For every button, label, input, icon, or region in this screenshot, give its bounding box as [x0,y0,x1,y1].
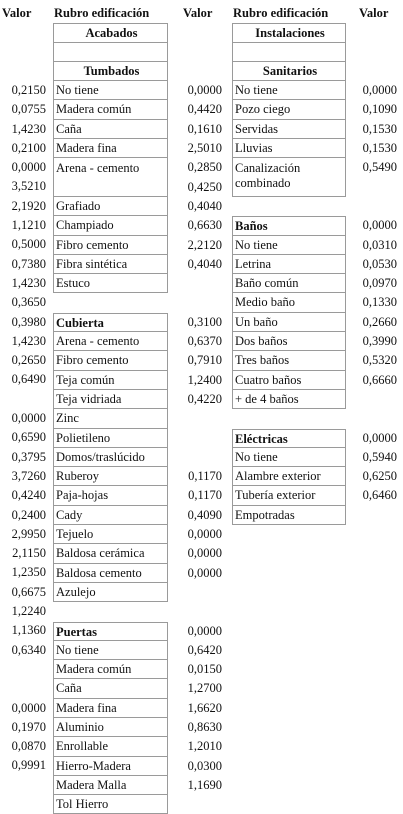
table-row: Cady [53,506,168,525]
left-value: 0,0000 [11,700,46,715]
blank-row-value [350,43,397,62]
table-row: Ruberoy [53,467,168,486]
table-row: Tejuelo [53,525,168,544]
table-row-value: 0,4040 [187,198,222,213]
left-value: 0,2400 [11,507,46,522]
subsection-title-sanitarios: Sanitarios [232,62,346,81]
table-row-value: 0,0000 [187,623,222,638]
subsection-title-banos-value [350,197,397,216]
header-spacer [176,4,222,23]
table-row-value: 0,0150 [187,662,222,677]
table-row: No tiene [53,81,168,100]
table-row-value: 0,0000 [187,527,222,542]
left-value: 0,6675 [11,584,46,599]
table-row: No tiene [53,641,168,660]
table-row: Baño común [232,274,346,293]
left-value: 1,1360 [11,623,46,638]
header-valor-left: Valor [2,6,32,20]
table-row-value: 0,1530 [362,141,397,156]
table-row: Estuco [53,274,168,293]
table-row: Teja común [53,371,168,390]
subsection-title-tumbados-value [176,62,222,81]
table-row-value: 0,4220 [187,391,222,406]
table-row-value: 0,4420 [187,102,222,117]
left-value: 1,2350 [11,565,46,580]
section-title-instalaciones-value [350,23,397,42]
table-row: Alambre exterior [232,467,346,486]
table-row: Arena - cemento [53,158,168,197]
spacer [53,293,168,312]
left-value: 1,1210 [11,218,46,233]
spacer [176,274,222,293]
header-spacer [53,4,168,23]
table-row-value: 0,0000 [187,83,222,98]
table-row-value: 0,4250 [187,179,222,194]
left-category-table [53,4,168,814]
right-category-table [232,4,346,525]
left-value: 1,4230 [11,121,46,136]
spacer [53,602,168,621]
table-row: Baldosa cemento [53,564,168,583]
table-row-value: 0,0000 [187,546,222,561]
table-row: Fibra sintética [53,255,168,274]
left-value: 0,6490 [11,372,46,387]
left-value: 0,2650 [11,353,46,368]
left-value [2,660,46,679]
subsection-title-banos: Baños [232,216,346,235]
section-title-acabados-value [176,23,222,42]
table-row-value: 0,6370 [187,334,222,349]
left-value: 0,3980 [11,314,46,329]
table-row-value: 0,0000 [362,218,397,233]
header-rubro-left: Rubro edificación [54,6,150,20]
table-row: Baldosa cerámica [53,544,168,563]
header-spacer [350,4,397,23]
subsection-title-tumbados: Tumbados [53,62,168,81]
table-row-value: 0,1090 [362,102,397,117]
table-row-value: 0,0000 [362,83,397,98]
table-row: Madera común [53,660,168,679]
table-row-value: 0,1330 [362,295,397,310]
table-row-value: 0,1170 [188,469,222,484]
table-row: Teja vidriada [53,390,168,409]
left-value: 0,1970 [11,719,46,734]
table-row-value: 0,4090 [187,507,222,522]
table-row: Aluminio [53,718,168,737]
spacer [350,390,397,409]
table-row: Servidas [232,120,346,139]
table-row-value: 1,6620 [187,700,222,715]
header-valor-right: Valor [359,6,389,20]
table-row-value: 0,3990 [362,334,397,349]
table-row-value: 1,2010 [187,739,222,754]
table-row: Tol Hierro [53,795,168,814]
left-value: 0,0000 [11,160,46,175]
blank-row-value [176,43,222,62]
table-row: Caña [53,120,168,139]
table-row: Canalización combinado [232,158,346,197]
table-row: Madera común [53,100,168,119]
left-value: 0,0000 [11,411,46,426]
left-value: 2,1150 [12,546,46,561]
left-value: 0,6340 [11,642,46,657]
table-row: Azulejo [53,583,168,602]
table-row: No tiene [232,81,346,100]
table-row: Zinc [53,409,168,428]
header-rubro-right: Rubro edificación [233,6,329,20]
table-row: Letrina [232,255,346,274]
left-value: 0,2150 [11,83,46,97]
table-row-value: 0,6250 [362,469,397,484]
table-row: Grafiado [53,197,168,216]
table-row: Tubería exterior [232,486,346,505]
table-row: Empotradas [232,506,346,525]
table-row-value: 0,5940 [362,449,397,464]
table-row: Arena - cemento [53,332,168,351]
table-row-value: 0,0530 [362,256,397,271]
table-row-value: 0,6420 [187,642,222,657]
left-value [2,390,46,409]
left-value: 0,2100 [11,140,46,155]
left-value: 0,0755 [11,102,46,117]
header-valor-mid: Valor [183,6,213,20]
left-value: 1,4230 [11,333,46,348]
table-row-value: 0,1610 [187,121,222,136]
table-row: Lluvias [232,139,346,158]
table-row-value: 0,6460 [362,488,397,503]
subsection-title-electricas-value [350,409,397,428]
table-row-value: 1,2700 [187,681,222,696]
table-row: Pozo ciego [232,100,346,119]
table-row: Dos baños [232,332,346,351]
section-title-acabados: Acabados [53,23,168,42]
subsection-title-sanitarios-value [350,62,397,81]
left-value: 0,6590 [11,430,46,445]
subsection-title-cubierta-value [176,293,222,312]
left-value: 0,3650 [11,295,46,310]
table-row: Paja-hojas [53,486,168,505]
table-row: Fibro cemento [53,351,168,370]
table-row-value: 0,6660 [362,372,397,387]
table-row-value: 0,5320 [362,353,397,368]
spacer [176,583,222,602]
table-row: Madera fina [53,139,168,158]
table-row: Madera fina [53,699,168,718]
table-row-value: 0,3100 [187,314,222,329]
left-value: 0,4240 [11,488,46,503]
table-row-value: 1,1690 [187,777,222,792]
table-row-value: 0,2660 [362,314,397,329]
table-row: Tres baños [232,351,346,370]
left-value: 0,0870 [11,739,46,754]
table-row-value: 0,6630 [187,218,222,233]
table-row: Fibro cemento [53,236,168,255]
spacer [232,409,346,428]
header-spacer [232,4,346,23]
left-value: 3,7260 [11,468,46,483]
subsection-title-puertas-value [176,602,222,621]
left-value: 2,9950 [11,526,46,541]
table-row-value: 2,5010 [187,141,222,156]
table-row: Enrollable [53,737,168,756]
table-row-value: 0,0300 [187,758,222,773]
left-value: 2,1920 [11,198,46,213]
table-row-value: 0,0310 [362,237,397,252]
left-values-column [2,81,46,776]
left-value [2,679,46,698]
table-row: Un baño [232,313,346,332]
left-value: 0,5000 [11,237,46,252]
mid-values-column [176,4,222,795]
table-row-value: 0,0000 [187,565,222,580]
table-row: Domos/traslúcido [53,448,168,467]
table-row-value [176,409,222,428]
left-value: 0,7380 [11,256,46,271]
table-row-value: 1,2400 [187,372,222,387]
table-row: Madera Malla [53,776,168,795]
table-row: No tiene [232,448,346,467]
spacer [232,197,346,216]
table-row: No tiene [232,236,346,255]
left-value: 0,3795 [11,449,46,464]
table-row-value [176,429,222,448]
table-row-value: 0,1530 [362,121,397,136]
table-row-value: 0,0970 [362,276,397,291]
table-row-value: 0,1170 [188,488,222,503]
left-value: 3,5210 [11,179,46,194]
table-row-value: 0,7910 [187,353,222,368]
subsection-title-puertas: Puertas [53,622,168,641]
table-row: Champiado [53,216,168,235]
table-row: Cuatro baños [232,371,346,390]
blank-row [53,43,168,62]
subsection-title-electricas: Eléctricas [232,429,346,448]
spacer [350,178,397,197]
table-row-value: 2,2120 [187,237,222,252]
left-value: 1,4230 [11,275,46,290]
section-title-instalaciones: Instalaciones [232,23,346,42]
left-value: 0,9991 [11,758,46,773]
table-row: + de 4 baños [232,390,346,409]
table-row-value: 0,0000 [362,430,397,445]
table-row: Caña [53,679,168,698]
table-row: Polietileno [53,429,168,448]
table-row: Medio baño [232,293,346,312]
table-row-value: 0,2850 [187,160,222,175]
left-value: 1,2240 [11,604,46,619]
table-row-value: 0,8630 [187,719,222,734]
blank-row [232,43,346,62]
subsection-title-cubierta: Cubierta [53,313,168,332]
right-values-column [350,4,397,506]
table-row-value [176,448,222,467]
table-row: Hierro-Madera [53,757,168,776]
table-row-value: 0,5490 [362,160,397,175]
table-row-value: 0,4040 [187,256,222,271]
